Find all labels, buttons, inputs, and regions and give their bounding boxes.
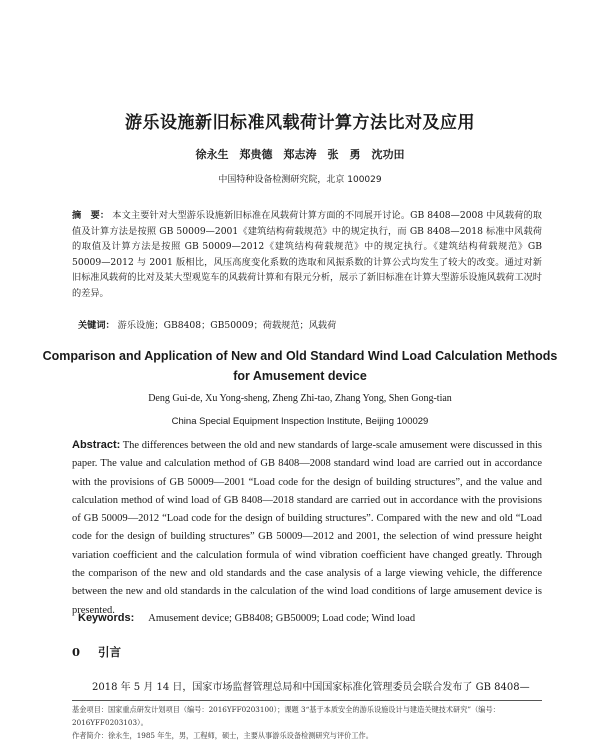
english-affiliation: China Special Equipment Inspection Institute, Beijing 100029 [171, 416, 429, 427]
english-keywords-label: Keywords: [78, 612, 135, 624]
english-abstract-label: Abstract: [72, 439, 121, 451]
english-abstract [72, 436, 542, 620]
chinese-abstract-text: 本文主要针对大型游乐设施新旧标准在风载荷计算方面的不同展开讨论。GB 8408—2008 中风载荷的取值及计算方法是按照 GB 50009—2001《建筑结构荷载规范》中的规定执行，而 GB 8408—2018 标准中风载荷的取值及计算方法是按照 GB 50009—2012《建筑结构荷载规范》中的规定执行。《建筑结构荷载规范》GB 50009—2012 与 2001 版相比，风压高度变化系数的选取和风振系数的计算公式均发生了较大的改变。通过对新旧标准风载荷的比对及某大型观览车的风载荷计算和有限元分析，展示了新旧标准在计算大型游乐设施风载荷工况时的差异。 [72, 210, 542, 299]
chinese-keywords-text: 游乐设施；GB8408；GB50009；荷载规范；风载荷 [117, 320, 337, 331]
footnote-author: 作者简介：徐永生，1985 年生，男，工程师，硕士，主要从事游乐设备检测研究与评价工作。 [72, 731, 373, 740]
footnotes [72, 703, 542, 742]
footnote-divider [72, 700, 542, 701]
chinese-title: 游乐设施新旧标准风载荷计算方法比对及应用 [125, 113, 475, 133]
chinese-keywords [78, 317, 548, 331]
chinese-abstract-label: 摘 要： [72, 210, 110, 221]
chinese-keywords-label: 关键词： [78, 320, 115, 331]
chinese-authors: 徐永生 郑贵德 郑志涛 张 勇 沈功田 [195, 148, 405, 161]
section-title: 引言 [98, 645, 122, 659]
section-heading [72, 644, 121, 660]
chinese-abstract [72, 208, 542, 301]
english-abstract-text: The differences between the old and new standards of large-scale amusement were discussed in this paper. The value and calculation method of GB 8408—2008 standard wind load are carried out in accordance with the provisions of GB 50009—2001 “Load code for the design of building structures”, and the value and calculation method of wind load of GB 8408—2018 standard are carried out in accordance with the provisions of GB 50009—2012 “Load code for the design of building structures”. Compared with the new and old “Load code for the design of building structures” GB 50009—2012 and 2001, the selection of wind pressure height variation coefficient and the calculation formula of wind vibration coefficient have changed greatly. Through the comparison of the new and old standards and the case analysis of a large viewing vehicle, the difference between the new and old standards in the calculation of the wind load conditions of large amusement device is presented. [72, 440, 542, 616]
intro-paragraph: 2018 年 5 月 14 日，国家市场监督管理总局和中国国家标准化管理委员会联合发布了 GB 8408— [92, 682, 530, 693]
english-authors: Deng Gui-de, Xu Yong-sheng, Zheng Zhi-tao, Zhang Yong, Shen Gong-tian [148, 393, 452, 404]
chinese-affiliation: 中国特种设备检测研究院，北京 100029 [218, 175, 382, 185]
english-title: Comparison and Application of New and Old Standard Wind Load Calculation Methods for Amusement device [42, 349, 558, 383]
english-keywords [78, 612, 548, 624]
english-keywords-text: Amusement device; GB8408; GB50009; Load code; Wind load [148, 613, 416, 624]
section-number: 0 [72, 645, 81, 659]
footnote-fund: 基金项目：国家重点研发计划项目（编号：2016YFF0203100）；课题 3“基于本质安全的游乐设施设计与建造关键技术研究”（编号：2016YFF0203103）。 [72, 705, 500, 727]
